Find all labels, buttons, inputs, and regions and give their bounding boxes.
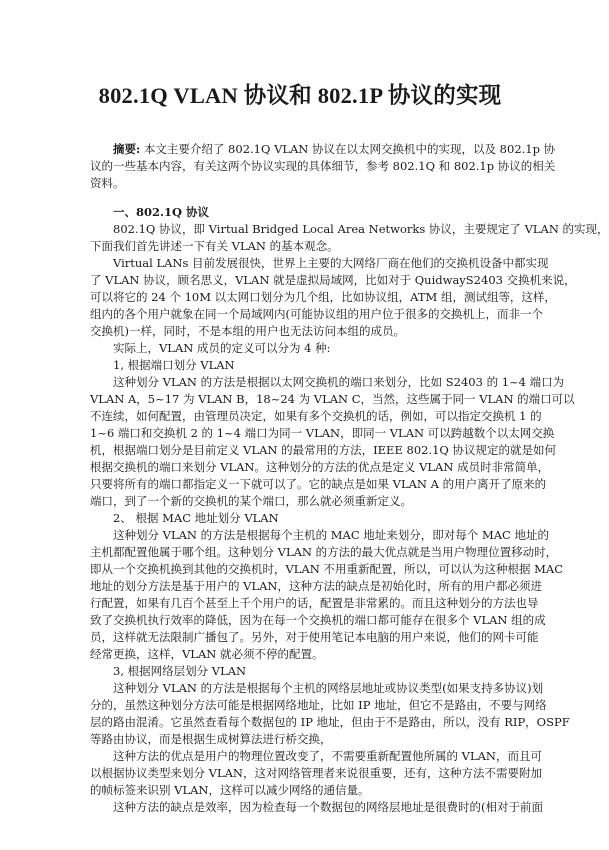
paragraph-line: 即从一个交换机换到其他的交换机时，VLAN 不用重新配置，所以，可以认为这种根据 MAC (90, 562, 563, 576)
body-text (90, 204, 609, 816)
paragraph-line: 不连续，如何配置，由管理员决定，如果有多个交换机的话，例如，可以指定交换机 1 的 (90, 409, 542, 423)
paragraph-line: 了 VLAN 协议，顾名思义，VLAN 就是虚拟局域网，比如对于 QuidwayS2403 交换机来说， (90, 273, 576, 287)
paragraph-line: 802.1Q 协议，即 Virtual Bridged Local Area Networks 协议，主要规定了 VLAN 的实现， (113, 222, 609, 236)
paragraph-line: 行配置，如果有几百个甚至上千个用户的话，配置是非常累的。而且这种划分的方法也导 (90, 596, 539, 610)
paragraph-line: 根据交换机的端口来划分 VLAN。这种划分的方法的优点是定义 VLAN 成员时非常简单， (90, 460, 550, 474)
paragraph-line: 层的路由混淆。它虽然查看每个数据包的 IP 地址，但由于不是路由，所以，没有 RIP，OSPF (90, 715, 570, 729)
paragraph-line: 这种方法的优点是用户的物理位置改变了，不需要重新配置他所属的 VLAN，而且可 (113, 749, 542, 763)
document-title: 802.1Q VLAN 协议和 802.1P 协议的实现 (98, 83, 502, 108)
paragraph-line: 1~6 端口和交换机 2 的 1~4 端口为同一 VLAN，即同一 VLAN 可以跨越数个以太网交换 (90, 426, 555, 440)
paragraph-line: 的帧标签来识别 VLAN，这样可以减少网络的通信量。 (90, 783, 370, 797)
paragraph-line: 只要将所有的端口都指定义一下就可以了。它的缺点是如果 VLAN A 的用户离开了原来的 (90, 477, 547, 491)
paragraph-line: 这种方法的缺点是效率，因为检查每一个数据包的网络层地址是很费时的(相对于前面 (113, 800, 543, 814)
paragraph-line: 组内的各个用户就象在同一个局域网内(可能协议组的用户位于很多的交换机上，而非一个 (90, 307, 543, 321)
paragraph-line: 致了交换机执行效率的降低，因为在每一个交换机的端口都可能存在很多个 VLAN 组的成 (90, 613, 546, 627)
paragraph-line: 等路由协议，而是根据生成树算法进行桥交换， (90, 732, 332, 746)
paragraph-line: 主机都配置他属于哪个组。这种划分 VLAN 的方法的最大优点就是当用户物理位置移动时， (90, 545, 558, 559)
abstract-label: 摘要: (113, 142, 141, 156)
abstract-text: 本文主要介绍了 802.1Q VLAN 协议在以太网交换机中的实现，以及 802.1p 协 (140, 142, 556, 156)
paragraph-line: 分的，虽然这种划分方法可能是根据网络地址，比如 IP 地址，但它不是路由，不要与网络 (90, 698, 547, 712)
paragraph-line: Virtual LANs 目前发展很快，世界上主要的大网络厂商在他们的交换机设备中都实现 (113, 256, 549, 270)
paragraph-line: 这种划分 VLAN 的方法是根据每个主机的 MAC 地址来划分，即对每个 MAC 地址的 (113, 528, 549, 542)
abstract-section (90, 141, 556, 192)
paragraph-line: 以根据协议类型来划分 VLAN，这对网络管理者来说很重要，还有，这种方法不需要附加 (90, 766, 542, 780)
section-heading: 一、802.1Q 协议 (113, 205, 210, 219)
paragraph-line: 1, 根据端口划分 VLAN (113, 358, 235, 372)
paragraph-line: VLAN A，5~17 为 VLAN B，18~24 为 VLAN C，当然，这些属于同一 VLAN 的端口可以 (90, 392, 575, 406)
paragraph-line: 2、 根据 MAC 地址划分 VLAN (113, 511, 279, 525)
paragraph-line: 实际上，VLAN 成员的定义可以分为 4 种: (113, 341, 331, 355)
paragraph-line: 地址的划分方法是基于用户的 VLAN，这种方法的缺点是初始化时，所有的用户都必须进 (90, 579, 542, 593)
abstract-line (90, 141, 556, 158)
paragraph-line: 员，这样就无法限制广播包了。另外，对于使用笔记本电脑的用户来说，他们的网卡可能 (90, 630, 539, 644)
abstract-line: 议的一些基本内容，有关这两个协议实现的具体细节，参考 802.1Q 和 802.1p 协议的相关 (90, 159, 556, 173)
paragraph-line: 这种划分 VLAN 的方法是根据以太网交换机的端口来划分，比如 S2403 的 1~4 端口为 (113, 375, 565, 389)
paragraph-line: 3, 根据网络层划分 VLAN (113, 664, 247, 678)
paragraph-line: 交换机)一样，同时，不是本组的用户也无法访问本组的成员。 (90, 324, 405, 338)
paragraph-line: 这种划分 VLAN 的方法是根据每个主机的网络层地址或协议类型(如果支持多协议)划 (113, 681, 544, 695)
paragraph-line: 机，根据端口划分是目前定义 VLAN 的最常用的方法，IEEE 802.1Q 协议规定的就是如何 (90, 443, 557, 457)
paragraph-line: 下面我们首先讲述一下有关 VLAN 的基本观念。 (90, 239, 339, 253)
paragraph-line: 可以将它的 24 个 10M 以太网口划分为几个组，比如协议组，ATM 组，测试组等，这样， (90, 290, 556, 304)
abstract-line: 资料。 (90, 176, 125, 190)
paragraph-line: 经常更换，这样，VLAN 就必须不停的配置。 (90, 647, 324, 661)
paragraph-line: 端口，到了一个新的交换机的某个端口，那么就必须重新定义。 (90, 494, 412, 508)
